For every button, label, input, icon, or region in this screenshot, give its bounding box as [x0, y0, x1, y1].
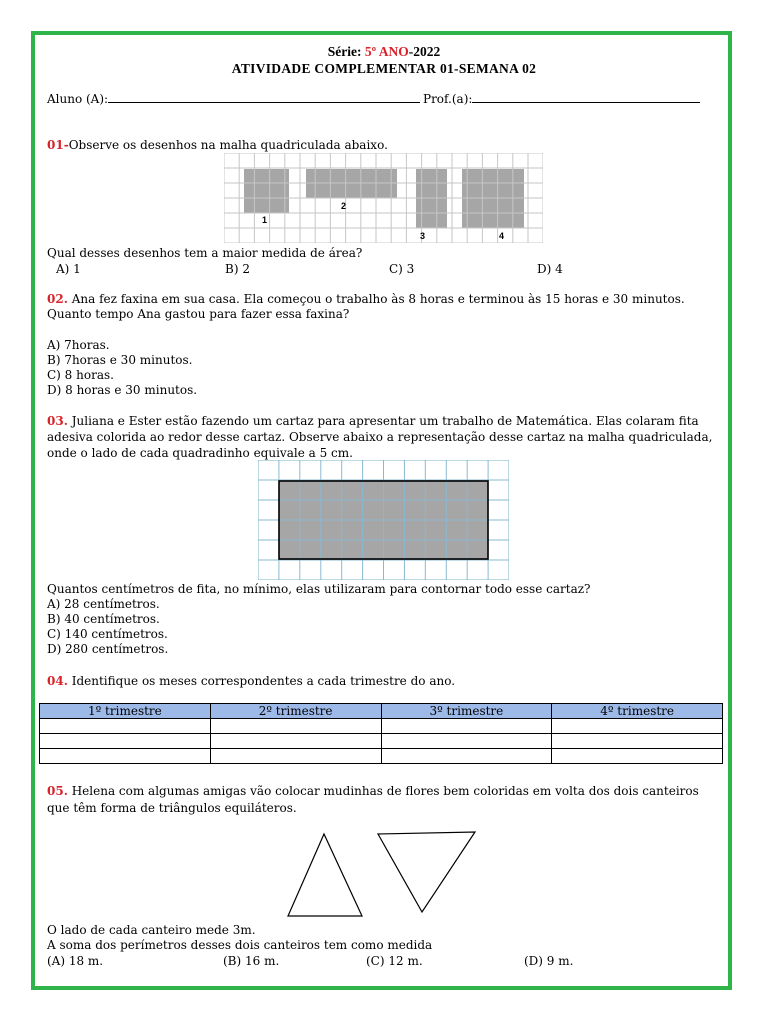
- q1-option-d[interactable]: D) 4: [537, 262, 563, 276]
- q4-trimester-table: [39, 703, 723, 764]
- table-header-4: 4º trimestre: [552, 704, 723, 719]
- table-header-1: 1º trimestre: [40, 704, 211, 719]
- q5-statement-line3: O lado de cada canteiro mede 3m.: [47, 923, 256, 937]
- triangle-pointing-down: [378, 832, 475, 912]
- table-cell[interactable]: [552, 734, 723, 749]
- serie-year: -2022: [408, 44, 441, 59]
- table-cell[interactable]: [40, 734, 211, 749]
- q1-shape-1: [244, 169, 289, 213]
- q3-grid-figure: [258, 460, 509, 580]
- aluno-label: Aluno (A):: [47, 92, 109, 106]
- table-row: [40, 749, 723, 764]
- q3-option-a[interactable]: A) 28 centímetros.: [47, 597, 160, 611]
- q3-question: Quantos centímetros de fita, no mínimo, elas utilizaram para contornar todo esse cartaz?: [47, 582, 591, 596]
- table-cell[interactable]: [210, 734, 381, 749]
- aluno-field[interactable]: [47, 91, 420, 107]
- q1-label-4: 4: [499, 231, 505, 241]
- q1-question: Qual desses desenhos tem a maior medida de área?: [47, 246, 363, 260]
- q2-statement-line2: Quanto tempo Ana gastou para fazer essa faxina?: [47, 307, 350, 321]
- q1-statement: [47, 137, 388, 153]
- q2-text-line1: Ana fez faxina em sua casa. Ela começou o trabalho às 8 horas e terminou às 15 horas e 30 minutos.: [71, 292, 685, 306]
- q1-label-3: 3: [420, 231, 426, 241]
- q3-statement-line3: onde o lado de cada quadradinho equivale a 5 cm.: [47, 446, 353, 460]
- table-cell[interactable]: [210, 719, 381, 734]
- table-cell[interactable]: [40, 749, 211, 764]
- table-row: [40, 719, 723, 734]
- serie-label: Série:: [327, 44, 362, 59]
- q3-number: 03.: [47, 414, 68, 428]
- table-header-2: 2º trimestre: [210, 704, 381, 719]
- aluno-blank-line: [108, 92, 420, 103]
- q5-option-d[interactable]: (D) 9 m.: [524, 954, 574, 968]
- q3-statement-line1: [47, 413, 699, 429]
- q5-statement-line4: A soma dos perímetros desses dois canteiros tem como medida: [47, 938, 433, 952]
- q3-statement-line2: adesiva colorida ao redor desse cartaz. Observe abaixo a representação desse cartaz na malha quadriculada,: [47, 430, 713, 444]
- q2-option-c[interactable]: C) 8 horas.: [47, 368, 114, 382]
- table-header-row: [40, 704, 723, 719]
- q4-text: Identifique os meses correspondentes a cada trimestre do ano.: [71, 674, 456, 688]
- table-cell[interactable]: [381, 734, 552, 749]
- q5-triangles-figure: [280, 826, 480, 922]
- q3-option-b[interactable]: B) 40 centímetros.: [47, 612, 160, 626]
- prof-blank-line: [472, 92, 700, 103]
- q1-option-a[interactable]: A) 1: [56, 262, 81, 276]
- q5-number: 05.: [47, 784, 68, 798]
- table-cell[interactable]: [381, 719, 552, 734]
- q2-option-d[interactable]: D) 8 horas e 30 minutos.: [47, 383, 198, 397]
- q4-statement: [47, 673, 455, 689]
- table-cell[interactable]: [40, 719, 211, 734]
- prof-label: Prof.(a):: [423, 92, 473, 106]
- q5-statement-line1: [47, 783, 699, 799]
- table-row: [40, 734, 723, 749]
- q5-option-a[interactable]: (A) 18 m.: [47, 954, 104, 968]
- table-cell[interactable]: [381, 749, 552, 764]
- table-cell[interactable]: [552, 749, 723, 764]
- table-header-3: 3º trimestre: [381, 704, 552, 719]
- q3-text-line1: Juliana e Ester estão fazendo um cartaz para apresentar um trabalho de Matemática. Elas colaram fita: [71, 414, 699, 428]
- q5-statement-line2: que têm forma de triângulos equiláteros.: [47, 801, 297, 815]
- q5-text-line1: Helena com algumas amigas vão colocar mudinhas de flores bem coloridas em volta dos dois canteiros: [71, 784, 699, 798]
- prof-field[interactable]: [423, 91, 700, 107]
- q5-option-c[interactable]: (C) 12 m.: [366, 954, 423, 968]
- q1-option-c[interactable]: C) 3: [389, 262, 415, 276]
- table-cell[interactable]: [210, 749, 381, 764]
- q1-label-1: 1: [262, 215, 268, 225]
- triangle-pointing-up: [288, 834, 362, 916]
- q4-number: 04.: [47, 674, 68, 688]
- table-cell[interactable]: [552, 719, 723, 734]
- q1-text: Observe os desenhos na malha quadriculada abaixo.: [68, 138, 388, 152]
- q2-number: 02.: [47, 292, 68, 306]
- q1-label-2: 2: [341, 201, 347, 211]
- q2-statement-line1: [47, 291, 685, 307]
- q3-option-d[interactable]: D) 280 centímetros.: [47, 642, 169, 656]
- q5-option-b[interactable]: (B) 16 m.: [223, 954, 280, 968]
- q1-grid-figure: [224, 153, 543, 243]
- page-title: ATIVIDADE COMPLEMENTAR 01-SEMANA 02: [231, 61, 537, 76]
- q2-option-a[interactable]: A) 7horas.: [47, 338, 110, 352]
- q1-number: 01-: [47, 138, 69, 152]
- q3-option-c[interactable]: C) 140 centímetros.: [47, 627, 168, 641]
- serie-line: [0, 44, 768, 60]
- q1-option-b[interactable]: B) 2: [225, 262, 250, 276]
- serie-value: 5º ANO: [364, 44, 409, 59]
- q2-option-b[interactable]: B) 7horas e 30 minutos.: [47, 353, 193, 367]
